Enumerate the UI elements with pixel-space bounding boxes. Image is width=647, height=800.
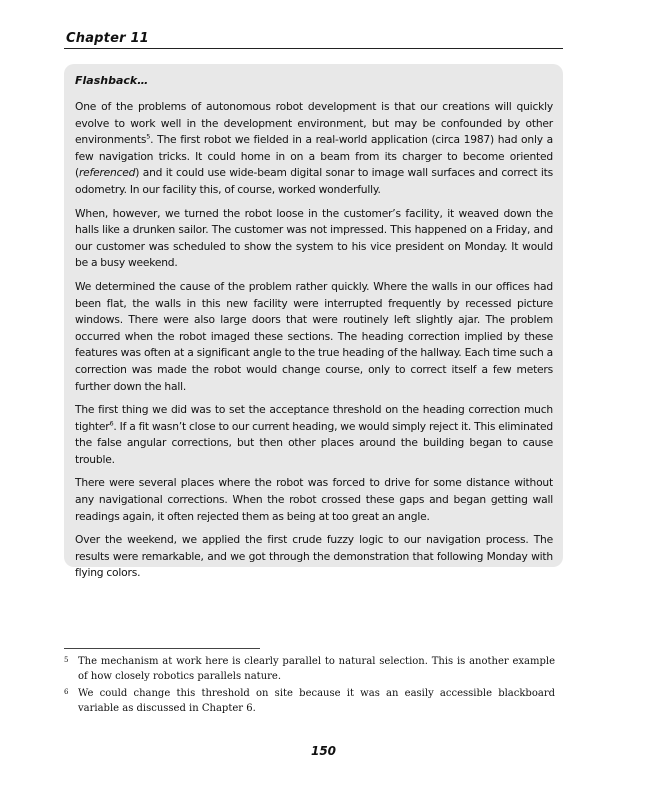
paragraph-text: One of the problems of autonomous robot development is that our creations will quickly evolve to work well in the development environment, but may be confounded by other environments bbox=[75, 100, 553, 147]
sidebar-paragraph-3: We determined the cause of the problem rather quickly. Where the walls in our offices had been flat, the walls in this new facility were interrupted frequently by recessed picture windows. There were also large doors that were routinely left slightly ajar. The problem occurred when the robot imaged these sections. The heading correction implied by these features was often at a significant angle to the true heading of the hallway. Each time such a correction was made the robot would change course, only to correct itself a few meters further down the hall. bbox=[75, 279, 553, 393]
emphasis-referenced: referenced bbox=[78, 166, 136, 180]
sidebar-paragraph-4 bbox=[75, 402, 553, 468]
footnote-text: We could change this threshold on site because it was an easily accessible blackboard variable as discussed in Chapter 6. bbox=[78, 688, 555, 714]
footnote-text: The mechanism at work here is clearly parallel to natural selection. This is another example of how closely robotics parallels nature. bbox=[78, 656, 555, 682]
footnote-rule bbox=[64, 648, 260, 649]
paragraph-text: The first thing we did was to set the acceptance threshold on the heading correction much tighter bbox=[75, 403, 553, 433]
paragraph-text: . The first robot we fielded in a real-world application (circa 1987) had only a few navigation tricks. It could home in on a beam from its charger to become oriented ( bbox=[75, 133, 553, 180]
flashback-sidebar bbox=[64, 64, 563, 580]
footnote-mark: 6 bbox=[64, 688, 69, 696]
sidebar-paragraph-2: When, however, we turned the robot loose in the customer’s facility, it weaved down the halls like a drunken sailor. The customer was not impressed. This happened on a Friday, and our customer was scheduled to show the system to his vice president on Monday. It would be a busy weekend. bbox=[75, 206, 553, 270]
sidebar-paragraph-1 bbox=[75, 99, 553, 199]
paragraph-text: . If a fit wasn’t close to our current heading, we would simply reject it. This eliminated the false angular corrections, but then other places around the building began to cause trouble. bbox=[75, 419, 553, 466]
paragraph-text: ) and it could use wide-beam digital sonar to image wall surfaces and correct its odometry. In our facility this, of course, worked wonderfully. bbox=[75, 166, 553, 196]
footnote-ref-5: 5 bbox=[146, 132, 151, 141]
footnote-5 bbox=[64, 655, 555, 684]
page-number: 150 bbox=[310, 744, 337, 758]
footnote-6 bbox=[64, 687, 555, 716]
footnote-mark: 5 bbox=[64, 656, 69, 664]
sidebar-title: Flashback… bbox=[75, 74, 149, 87]
sidebar-paragraph-6: Over the weekend, we applied the first crude fuzzy logic to our navigation process. The results were remarkable, and we got through the demonstration that following Monday with flying colors. bbox=[75, 533, 553, 580]
chapter-header: Chapter 11 bbox=[66, 31, 149, 46]
header-rule bbox=[64, 48, 563, 49]
sidebar-paragraph-5: There were several places where the robot was forced to drive for some distance without any navigational corrections. When the robot crossed these gaps and began getting wall readings again, it often rejected them as being at too great an angle. bbox=[75, 476, 553, 523]
footnote-ref-6: 6 bbox=[109, 419, 114, 428]
